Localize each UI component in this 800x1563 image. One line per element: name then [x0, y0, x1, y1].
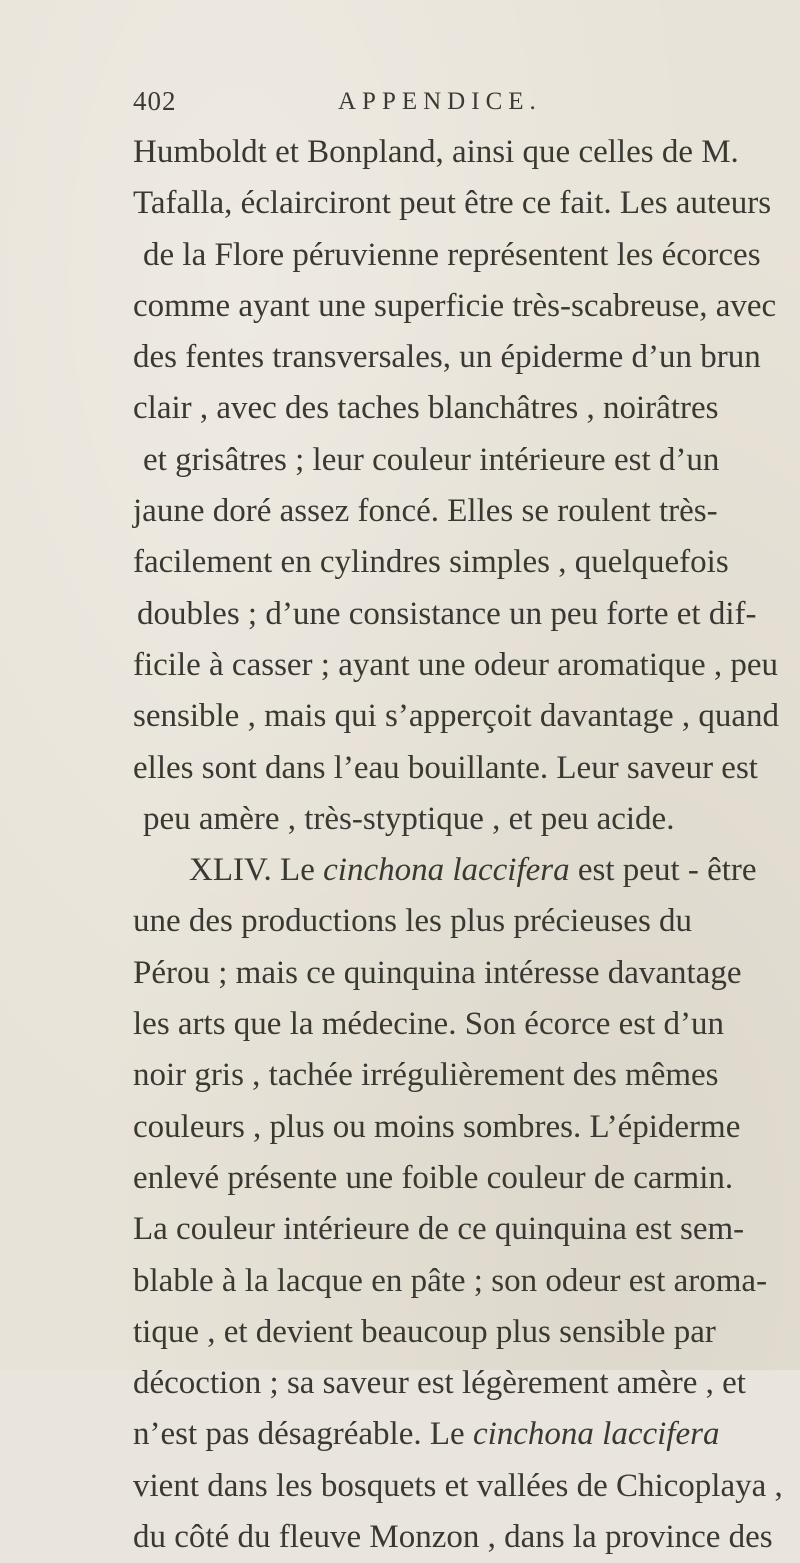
text-line: Tafalla, éclairciront peut être ce fait. Les auteurs	[133, 185, 772, 222]
text-line: jaune doré assez foncé. Elles se roulent très-	[133, 493, 718, 530]
body-text	[133, 127, 783, 1563]
text-line: noir gris , tachée irrégulièrement des mêmes	[133, 1057, 719, 1094]
text-line: sensible , mais qui s’apperçoit davantage , quand	[133, 698, 780, 735]
text-line: décoction ; sa saveur est légèrement amère , et	[133, 1365, 746, 1402]
section-heading-line	[133, 845, 773, 896]
text-fragment: est peut - être	[569, 852, 757, 889]
running-head: APPENDICE.	[338, 88, 542, 115]
text-line: enlevé présente une foible couleur de carmin.	[133, 1159, 734, 1196]
text-line: les arts que la médecine. Son écorce est d’un	[133, 1006, 725, 1043]
text-line: Humboldt et Bonpland, ainsi que celles de M.	[133, 134, 739, 170]
page-header	[133, 86, 753, 126]
text-line: et grisâtres ; leur couleur intérieure est d’un	[143, 441, 720, 478]
text-line: elles sont dans l’eau bouillante. Leur saveur est	[133, 749, 758, 786]
text-line: peu amère , très-styptique , et peu acide.	[143, 800, 675, 837]
text-fragment: n’est pas désagréable. Le	[133, 1416, 473, 1453]
text-line: couleurs , plus ou moins sombres. L’épiderme	[133, 1108, 741, 1145]
text-line: de la Flore péruvienne représentent les écorces	[143, 236, 761, 273]
text-line: La couleur intérieure de ce quinquina est sem-	[133, 1211, 745, 1248]
text-line: une des productions les plus précieuses du	[133, 903, 693, 940]
text-line: ficile à casser ; ayant une odeur aromatique , peu	[133, 646, 779, 683]
text-line: vient dans les bosquets et vallées de Chicoplaya ,	[133, 1467, 783, 1504]
text-line: comme ayant une superficie très-scabreuse, avec	[133, 287, 777, 324]
text-line: blable à la lacque en pâte ; son odeur est aroma-	[133, 1262, 768, 1299]
text-line: Pérou ; mais ce quinquina intéresse davantage	[133, 954, 742, 991]
text-line: des fentes transversales, un épiderme d’un brun	[133, 339, 761, 376]
page-number: 402	[133, 86, 177, 116]
species-name: cinchona laccifera	[472, 1416, 720, 1453]
text-line	[133, 1409, 773, 1460]
species-name: cinchona laccifera	[323, 852, 570, 889]
text-line: du côté du fleuve Monzon , dans la province des	[133, 1519, 773, 1556]
text-line: doubles ; d’une consistance un peu forte et dif-	[137, 595, 757, 632]
text-line: facilement en cylindres simples , quelquefois	[133, 544, 729, 581]
text-line: tique , et devient beaucoup plus sensible par	[133, 1313, 716, 1350]
section-lead: XLIV. Le	[189, 852, 324, 889]
text-line: clair , avec des taches blanchâtres , noirâtres	[133, 390, 719, 427]
